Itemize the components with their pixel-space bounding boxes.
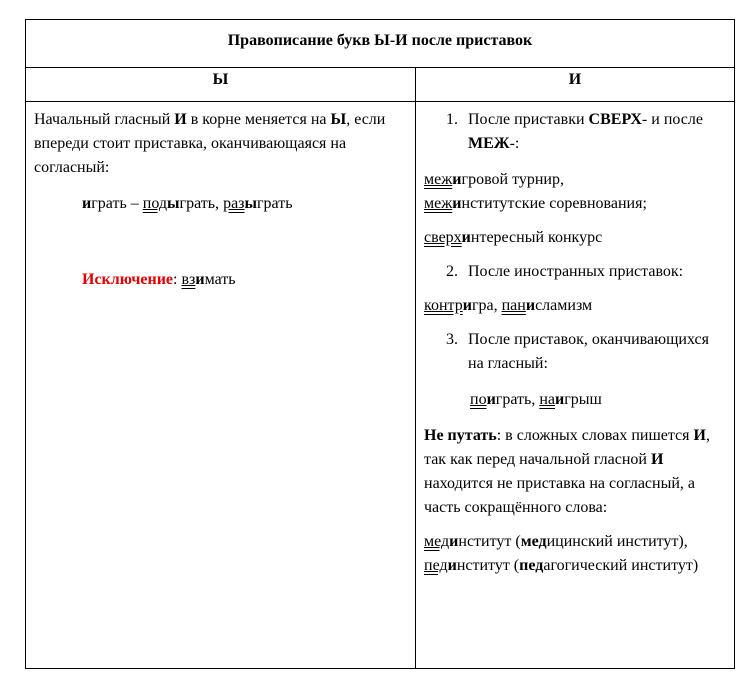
example-compound: мединститут (медицинский институт), пединститут (педагогический институт): [424, 533, 699, 574]
note: Не путать: в сложных словах пишется И, так как перед начальной гласной И находится не приставка на согласный, а часть сокращённого слова:: [424, 427, 710, 516]
list-item: 1. После приставки СВЕРХ- и после МЕЖ-:: [446, 111, 703, 152]
left-column: [34, 108, 410, 292]
rules-table: [25, 19, 735, 669]
example-foreign: контригра, панисламизм: [424, 297, 593, 314]
example-vowel: поиграть, наигрыш: [470, 391, 602, 408]
column-divider: [415, 68, 416, 668]
list-item: 3. После приставок, оканчивающихся на гласный:: [446, 331, 709, 372]
example-sverh: сверхинтересный конкурс: [424, 229, 603, 246]
table-title: Правописание букв Ы-И после приставок: [227, 32, 533, 49]
example-mezh: межигровой турнир, межинститутские соревнования;: [424, 171, 647, 212]
examples-line: играть – подыграть, разыграть: [82, 195, 293, 212]
list-item: 2. После иностранных приставок:: [446, 263, 684, 280]
right-column: [424, 108, 728, 578]
rule-text: Начальный гласный И в корне меняется на Ы, если впереди стоит приставка, оканчивающаяся на согласный:: [34, 111, 386, 176]
exception-line: Исключение: взимать: [82, 271, 236, 288]
divider: [26, 101, 734, 102]
column-header-i: И: [568, 71, 582, 88]
column-header-y: Ы: [212, 71, 229, 88]
divider: [26, 67, 734, 68]
